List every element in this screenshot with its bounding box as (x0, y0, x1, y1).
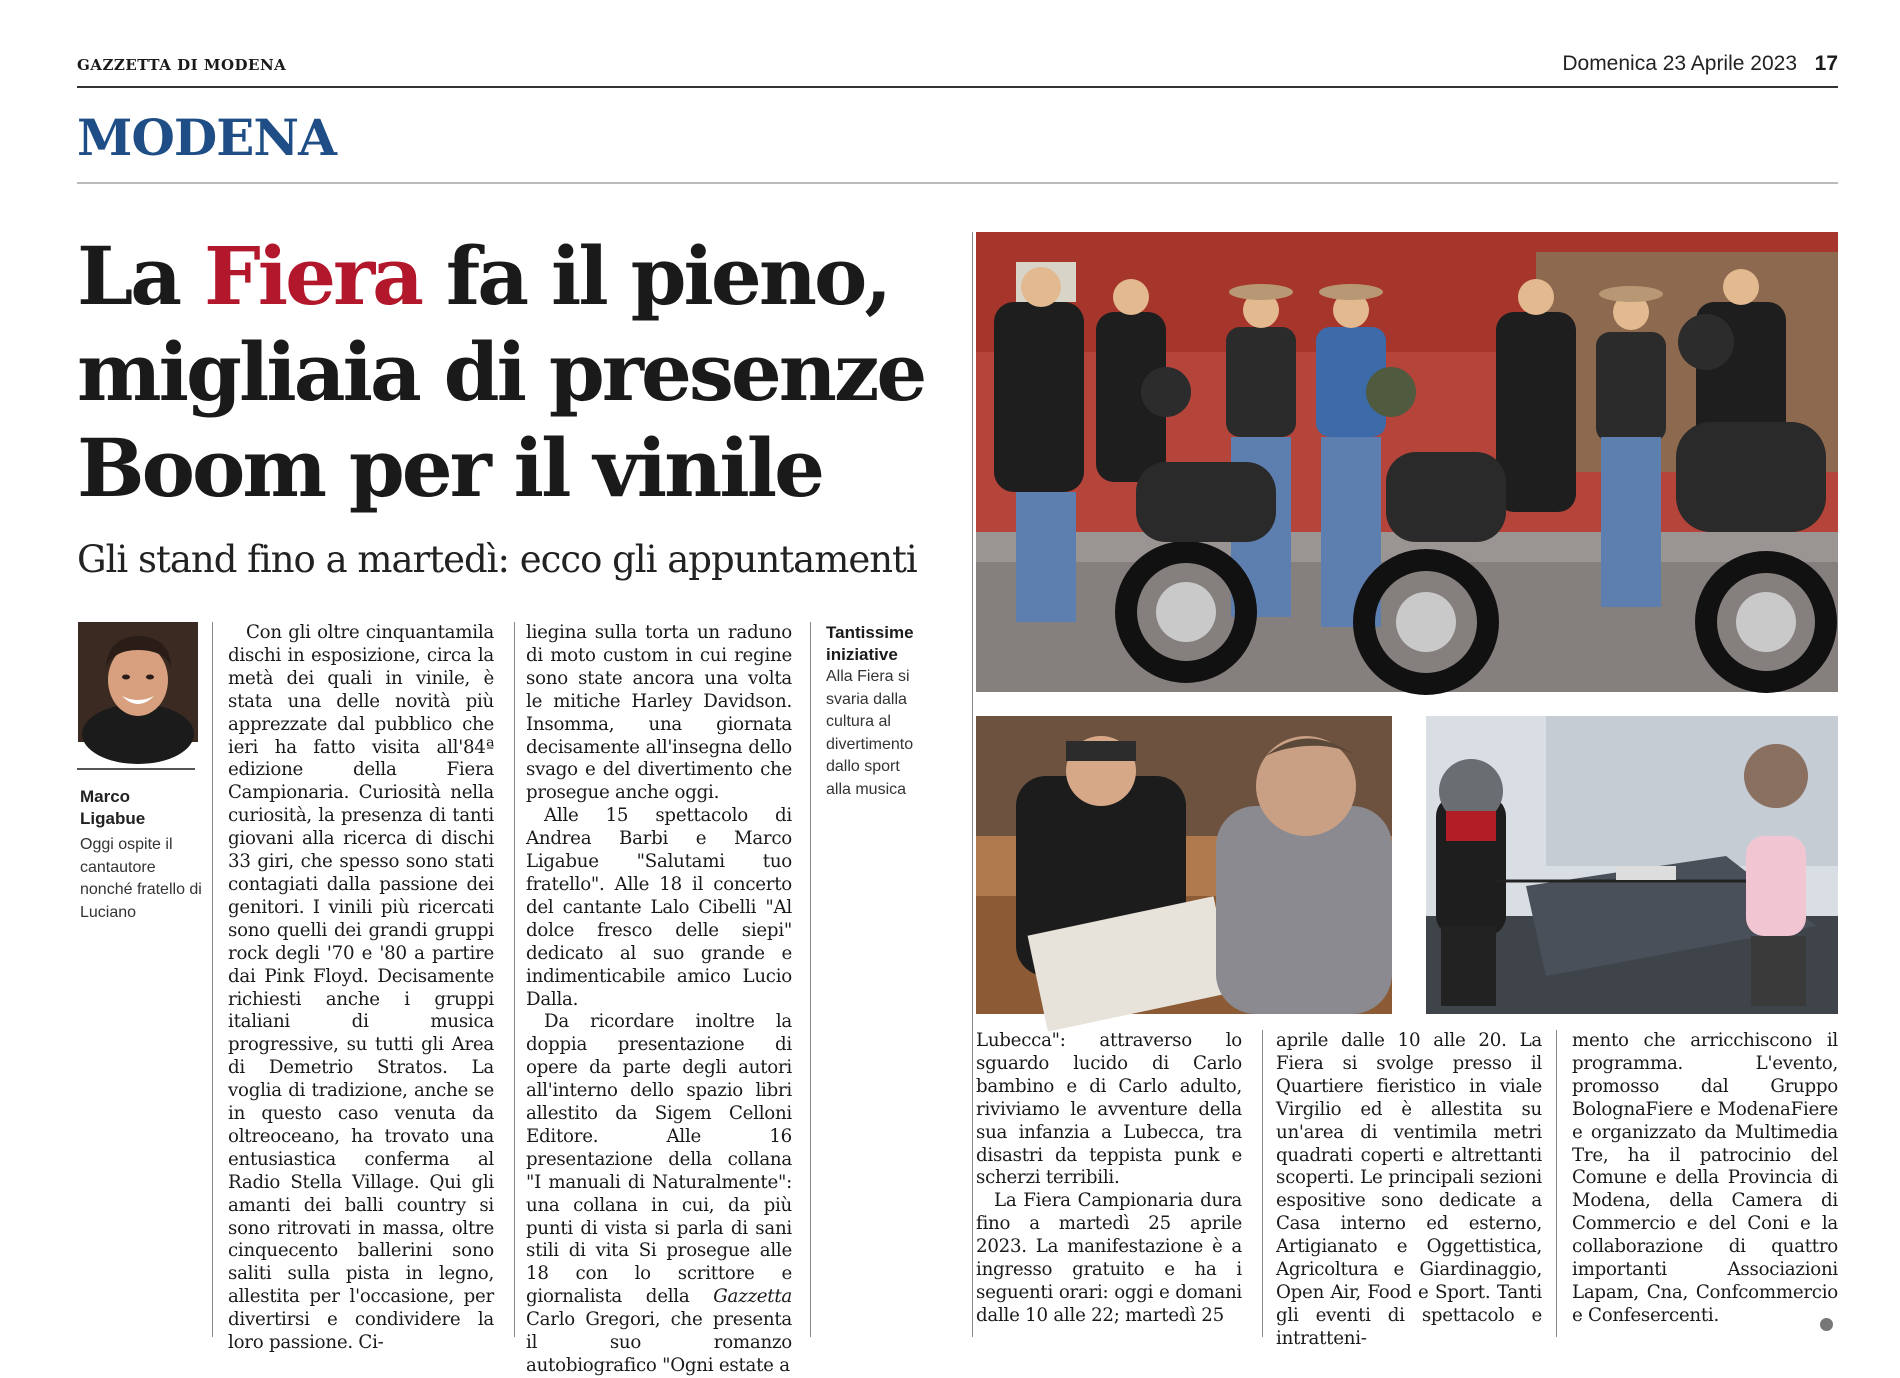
article-paragraph: liegina sulla torta un raduno di moto custom in cui regine sono state ancora una volta le mitiche Harley Davidson. Insomma, una giornata decisamente all'insegna dello svago e del divertimento che prosegue anche oggi. (526, 622, 792, 804)
column-divider (1262, 1030, 1263, 1337)
column-divider (810, 622, 811, 1337)
article-paragraph: Con gli oltre cinquantamila dischi in esposizione, circa la metà dei quali in vinile, è stata una delle novità più apprezzate dal pubblico che ieri ha fatto visita all'84ª edizione della Fiera Campionaria. Curiosità nella curiosità, la presenza di tanti giovani alla ricerca di dischi 33 giri, che spesso sono stati contagiati dalla passione dei genitori. I vinili più ricercati sono quelli dei grandi gruppi rock degli '70 e '80 a partire dai Pink Floyd. Decisamente richiesti anche i gruppi italiani di musica progressive, su tutti gli Area di Demetrio Stratos. La voglia di tradizione, anche se in questo caso venuta da oltreoceano, ha trovato una entusiastica conferma al Radio Stella Village. Qui gli amanti dei balli country si sono ritrovati in massa, oltre cinquecento ballerini sono saliti sulla pista in legno, allestita per l'occasione, per divertirsi e condividere la loro passione. Ci- (228, 622, 494, 1354)
photo-fencing (1426, 716, 1838, 1014)
author-name: Marco Ligabue (80, 787, 146, 828)
article-text: Da ricordare inoltre la doppia presentazione di opere da parte degli autori all'interno dello spazio libri allestito da Sigem Celloni Editore. Alle 16 presentazione della collana "I manuali di Naturalmente": una collana in cui, da più punti di vista si parla di sani stili di vita Si prosegue alle 18 con lo scrittore e giornalista della (526, 1011, 792, 1308)
masthead: GAZZETTA DI MODENA (77, 56, 287, 74)
headline-highlight: Fiera (203, 229, 422, 323)
newspaper-name: Gazzetta (713, 1286, 792, 1308)
author-photo (78, 622, 198, 742)
article-column-1 (228, 622, 494, 1355)
article-column-3 (976, 1030, 1242, 1328)
section-title: MODENA (77, 108, 336, 167)
headline (77, 228, 957, 516)
page-number: 17 (1814, 52, 1838, 75)
subheadline: Gli stand fino a martedì: ecco gli appuntamenti (77, 538, 917, 581)
article-paragraph: Lubecca": attraverso lo sguardo lucido di Carlo bambino e di Carlo adulto, riviviamo le avventure della sua infanzia a Lubecca, tra disastri da teppista punk e scherzi terribili. (976, 1030, 1242, 1189)
sidebar-title: Tantissime iniziative (826, 623, 914, 664)
article-paragraph: Alle 15 spettacolo di Andrea Barbi e Marco Ligabue "Salutami tuo fratello". Alle 18 il concerto del cantante Lalo Cibelli "Al dolce fresco delle siepi" dedicato al suo grande e indimenticabile amico Lucio Dalla. (526, 805, 792, 1010)
article-column-5 (1572, 1030, 1838, 1328)
column-divider (212, 622, 213, 1337)
author-portrait-icon (78, 622, 198, 742)
section-rule (77, 182, 1838, 184)
article-paragraph: mento che arricchiscono il programma. L'evento, promosso dal Gruppo BolognaFiere e ModenaFiere e organizzato da Multimedia Tre, ha il patrocinio del Comune e della Provincia di Modena, della Camera di Commercio e del Coni e la collaborazione di quattro importanti Associazioni Lapam, Cna, Confcommercio e Confesercenti. (1572, 1030, 1838, 1326)
author-rule (77, 768, 195, 770)
issue-date: Domenica 23 Aprile 2023 (1562, 52, 1797, 75)
article-paragraph: aprile dalle 10 alle 20. La Fiera si svolge presso il Quartiere fieristico in viale Virgilio ed è allestita su un'area di ventimila metri quadrati coperti e altrettanti scoperti. Le principali sezioni espositive sono dedicate a Casa interno ed esterno, Artigianato e Oggettistica, Agricoltura e Giardinaggio, Open Air, Food e Sport. Tanti gli eventi di spettacolo e intratteni- (1276, 1030, 1542, 1349)
article-text: Carlo Gregori, che presenta il suo romanzo autobiografico "Ogni estate a (526, 1309, 792, 1376)
article-column-4 (1276, 1030, 1542, 1351)
article-end-mark (1820, 1318, 1833, 1331)
header-rule (77, 86, 1838, 88)
vinyl-photo-icon (976, 716, 1392, 1014)
article-column-2 (526, 622, 792, 1378)
bikers-photo-icon (976, 232, 1838, 692)
column-divider (972, 232, 973, 1337)
column-divider (1556, 1030, 1557, 1337)
headline-part1: La (77, 229, 204, 323)
photo-vinyl (976, 716, 1392, 1014)
author-caption: Oggi ospite il cantautore nonché fratello di Luciano (80, 836, 202, 921)
headline-part2: fa il pieno, migliaia di presenze Boom per il vinile (77, 229, 925, 515)
sidebar-text: Alla Fiera si svaria dalla cultura al divertimento dallo sport alla musica (826, 668, 914, 798)
photo-bikers (976, 232, 1838, 692)
article-paragraph (526, 1011, 792, 1378)
fencing-photo-icon (1426, 716, 1838, 1014)
column-divider (514, 622, 515, 1337)
article-paragraph: La Fiera Campionaria dura fino a martedì 25 aprile 2023. La manifestazione è a ingresso gratuito e ha i seguenti orari: oggi e domani dalle 10 alle 22; martedì 25 (976, 1190, 1242, 1326)
